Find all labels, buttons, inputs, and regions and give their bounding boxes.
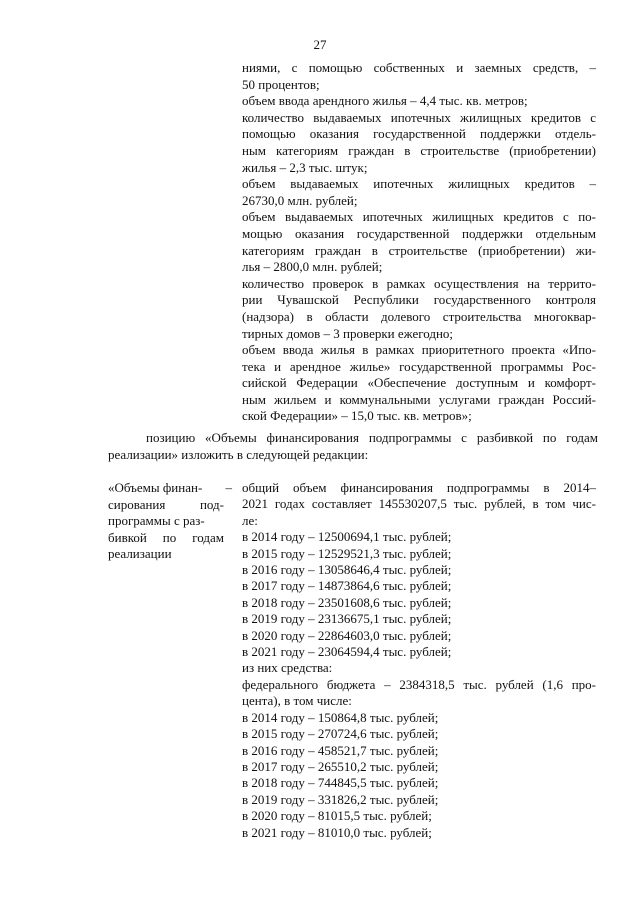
- label-dash: –: [225, 480, 232, 495]
- value-line: в 2016 году – 458521,7 тыс. рублей;: [242, 742, 439, 758]
- text-line: объем ввода арендного жилья – 4,4 тыс. кв. метров;: [242, 93, 528, 109]
- value-line: в 2019 году – 23136675,1 тыс. рублей;: [242, 611, 452, 627]
- value-line: в 2018 году – 744845,5 тыс. рублей;: [242, 775, 439, 791]
- text-line: мощью оказания государственной поддержки отдельным: [242, 225, 596, 241]
- text-line: объем выдаваемых ипотечных жилищных кредитов с по-: [242, 209, 596, 225]
- label-line: бивкой по годам: [108, 529, 224, 545]
- text-line: лья – 2800,0 млн. рублей;: [242, 259, 383, 275]
- label-line: [108, 480, 232, 497]
- value-line: в 2014 году – 150864,8 тыс. рублей;: [242, 709, 439, 725]
- value-line: в 2017 году – 14873864,6 тыс. рублей;: [242, 578, 452, 594]
- position-value: [242, 480, 596, 841]
- text-line: сийской Федерации «Обеспечение доступным и комфорт-: [242, 375, 596, 391]
- text-line: 50 процентов;: [242, 76, 320, 92]
- value-line: ле:: [242, 512, 258, 528]
- text-line: ской Федерации» – 15,0 тыс. кв. метров»;: [242, 408, 472, 424]
- label-line: сирования под-: [108, 496, 224, 512]
- page-number: 27: [313, 37, 327, 52]
- text-line: тирных домов – 3 проверки ежегодно;: [242, 325, 454, 341]
- text-line: объем выдаваемых ипотечных жилищных кредитов –: [242, 176, 596, 192]
- text-line: рии Чувашской Республики государственного контроля: [242, 292, 596, 308]
- text-line: количество проверок в рамках осуществления на террито-: [242, 275, 596, 291]
- label-line: реализации: [108, 546, 172, 562]
- value-line: в 2019 году – 331826,2 тыс. рублей;: [242, 791, 439, 807]
- value-line: в 2015 году – 270724,6 тыс. рублей;: [242, 726, 439, 742]
- text-line: ным жильем и коммунальными услугами граждан Россий-: [242, 391, 596, 407]
- value-line: в 2015 году – 12529521,3 тыс. рублей;: [242, 545, 452, 561]
- text-line: ным категориям граждан в строительстве (приобретении): [242, 142, 596, 158]
- label-text: «Объемы финан-: [108, 480, 203, 495]
- text-line: объем ввода жилья в рамках приоритетного проекта «Ипо-: [242, 342, 596, 358]
- value-line: в 2020 году – 81015,5 тыс. рублей;: [242, 808, 432, 824]
- intro-paragraph: [108, 430, 598, 463]
- text-line: 26730,0 млн. рублей;: [242, 192, 358, 208]
- value-line: в 2021 году – 81010,0 тыс. рублей;: [242, 824, 432, 840]
- continuation-text: [242, 60, 596, 425]
- value-line: в 2016 году – 13058646,4 тыс. рублей;: [242, 562, 452, 578]
- text-line: помощью оказания государственной поддержки отдель-: [242, 126, 596, 142]
- value-line: цента), в том числе:: [242, 693, 352, 709]
- value-line: в 2020 году – 22864603,0 тыс. рублей;: [242, 627, 452, 643]
- text-line: количество выдаваемых ипотечных жилищных кредитов с: [242, 109, 596, 125]
- value-line: в 2014 году – 12500694,1 тыс. рублей;: [242, 529, 452, 545]
- value-line: общий объем финансирования подпрограммы в 2014–: [242, 480, 596, 495]
- text-line: жилья – 2,3 тыс. штук;: [242, 159, 368, 175]
- label-line: программы с раз-: [108, 513, 205, 529]
- text-line: категориям граждан в строительстве (приобретении) жи-: [242, 242, 596, 258]
- value-line: в 2018 году – 23501608,6 тыс. рублей;: [242, 594, 452, 610]
- value-line: федерального бюджета – 2384318,5 тыс. рублей (1,6 про-: [242, 676, 596, 692]
- intro-line: реализации» изложить в следующей редакции:: [108, 446, 369, 462]
- value-line: из них средства:: [242, 660, 333, 676]
- text-line: ниями, с помощью собственных и заемных средств, –: [242, 60, 596, 75]
- value-line: в 2021 году – 23064594,4 тыс. рублей;: [242, 644, 452, 660]
- text-line: (надзора) в области долевого строительства многоквар-: [242, 308, 596, 324]
- value-line: в 2017 году – 265510,2 тыс. рублей;: [242, 758, 439, 774]
- value-line: 2021 годах составляет 145530207,5 тыс. рублей, в том чис-: [242, 496, 596, 512]
- text-line: тека и арендное жилье» государственной программы Рос-: [242, 358, 596, 374]
- intro-line: позицию «Объемы финансирования подпрограммы с разбивкой по годам: [146, 430, 598, 445]
- position-label: [108, 480, 232, 563]
